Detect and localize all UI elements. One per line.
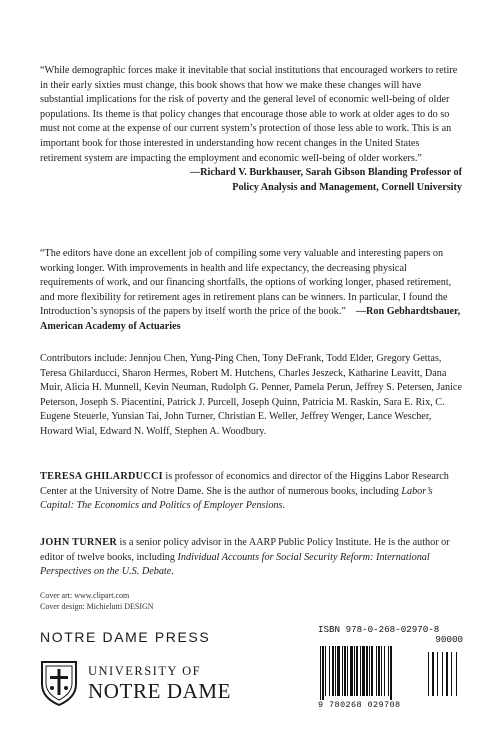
barcode-icon xyxy=(318,646,463,700)
university-logo xyxy=(40,660,240,710)
author-bio-ghilarducci xyxy=(40,470,462,514)
author-bio-turner xyxy=(40,536,462,580)
quote-1-attribution-line-2: Policy Analysis and Management, Cornell University xyxy=(232,181,462,193)
contributors-list: Contributors include: Jennjou Chen, Yung-Ping Chen, Tony DeFrank, Todd Elder, Gregory Gettas, Teresa Ghilarducci, Sharon Hermes, Robert M. Hutchens, Charles Jeszeck, Katharine Leavitt, Dana Muir, Alicia H. Munnell, Kevin Neuman, Rudolph G. Penner, Pamela Perun, Jeffrey S. Petersen, Janice Peterson, Joseph S. Piacentini, Patrick J. Purcell, Joseph Quinn, Patricia M. Raskin, Sara E. Rix, C. Eugene Steuerle, Yunsian Tai, John Turner, Christian E. Weller, Jeffrey Wenger, Lance Wescher, Howard Wial, Edward N. Wolff, Stephen A. Woodbury. xyxy=(40,353,462,437)
bio-2-end: . xyxy=(171,566,174,578)
cover-art-credit: Cover art: www.clipart.com xyxy=(40,591,130,600)
bio-1-end: . xyxy=(282,500,286,512)
quote-2-text: “The editors have done an excellent job of compiling some very valuable and interesting papers on working longer. With improvements in health and life expectancy, the decreasing physical requirements of work, and our financing shortfalls, the options of working longer, phased retirement, and more flexibility for retirement ages in retirement plans can be winners. In particular, I found the Introduction’s synopsis of the papers by itself worth the price of the book.” xyxy=(40,248,452,318)
quote-burkhauser xyxy=(40,64,462,195)
university-name-line-1: UNIVERSITY OF xyxy=(88,664,202,678)
bio-2-book-title: Individual Accounts for Social Security Reform: International Perspectives on the U.S. Debate xyxy=(40,551,430,578)
isbn-barcode xyxy=(318,624,463,716)
quote-1-text: “While demographic forces make it inevitable that social institutions that encouraged workers to retire in their early sixties must change, this book shows that how we make these changes will have substantial implications for the risk of poverty and the general level of economic well-being of older populations. Its theme is that policy changes that encourage those able to work at older ages to do so must not come at the expense of our current system’s protection of those less able to work. This is an important book for those interested in understanding how recent changes in the United States retirement system are impacting the employment and economic well-being of older workers.” xyxy=(40,65,458,164)
barcode-digits: 9 780268 029708 xyxy=(318,700,401,710)
isbn-number: ISBN 978-0-268-02970-8 xyxy=(318,624,440,635)
press-name: NOTRE DAME PRESS xyxy=(40,629,211,645)
quote-gebhardtsbauer xyxy=(40,247,462,335)
bio-2-text: is a senior policy advisor in the AARP Public Policy Institute. He is the author or editor of twelve books, including xyxy=(40,537,450,563)
quote-2-paragraph xyxy=(40,247,462,335)
university-name-line-2: NOTRE DAME xyxy=(88,679,232,703)
price-code: 90000 xyxy=(435,634,463,645)
shield-icon xyxy=(40,660,78,706)
cover-credits xyxy=(40,590,154,612)
author-name-turner: JOHN TURNER xyxy=(40,537,117,548)
cover-design-credit: Cover design: Michielutti DESIGN xyxy=(40,602,154,611)
quote-2-attribution: —Ron Gebhardtsbauer, American Academy of Actuaries xyxy=(40,306,461,332)
bio-1-book-title: Labor’s Capital: The Economics and Politics of Employer Pensions xyxy=(40,485,433,512)
quote-1-attribution-line-1: —Richard V. Burkhauser, Sarah Gibson Blanding Professor of xyxy=(189,167,462,179)
bio-1-text: is professor of economics and director of the Higgins Labor Research Center at the University of Notre Dame. She is the author of numerous books, including xyxy=(40,471,449,497)
author-name-ghilarducci: TERESA GHILARDUCCI xyxy=(40,471,163,482)
